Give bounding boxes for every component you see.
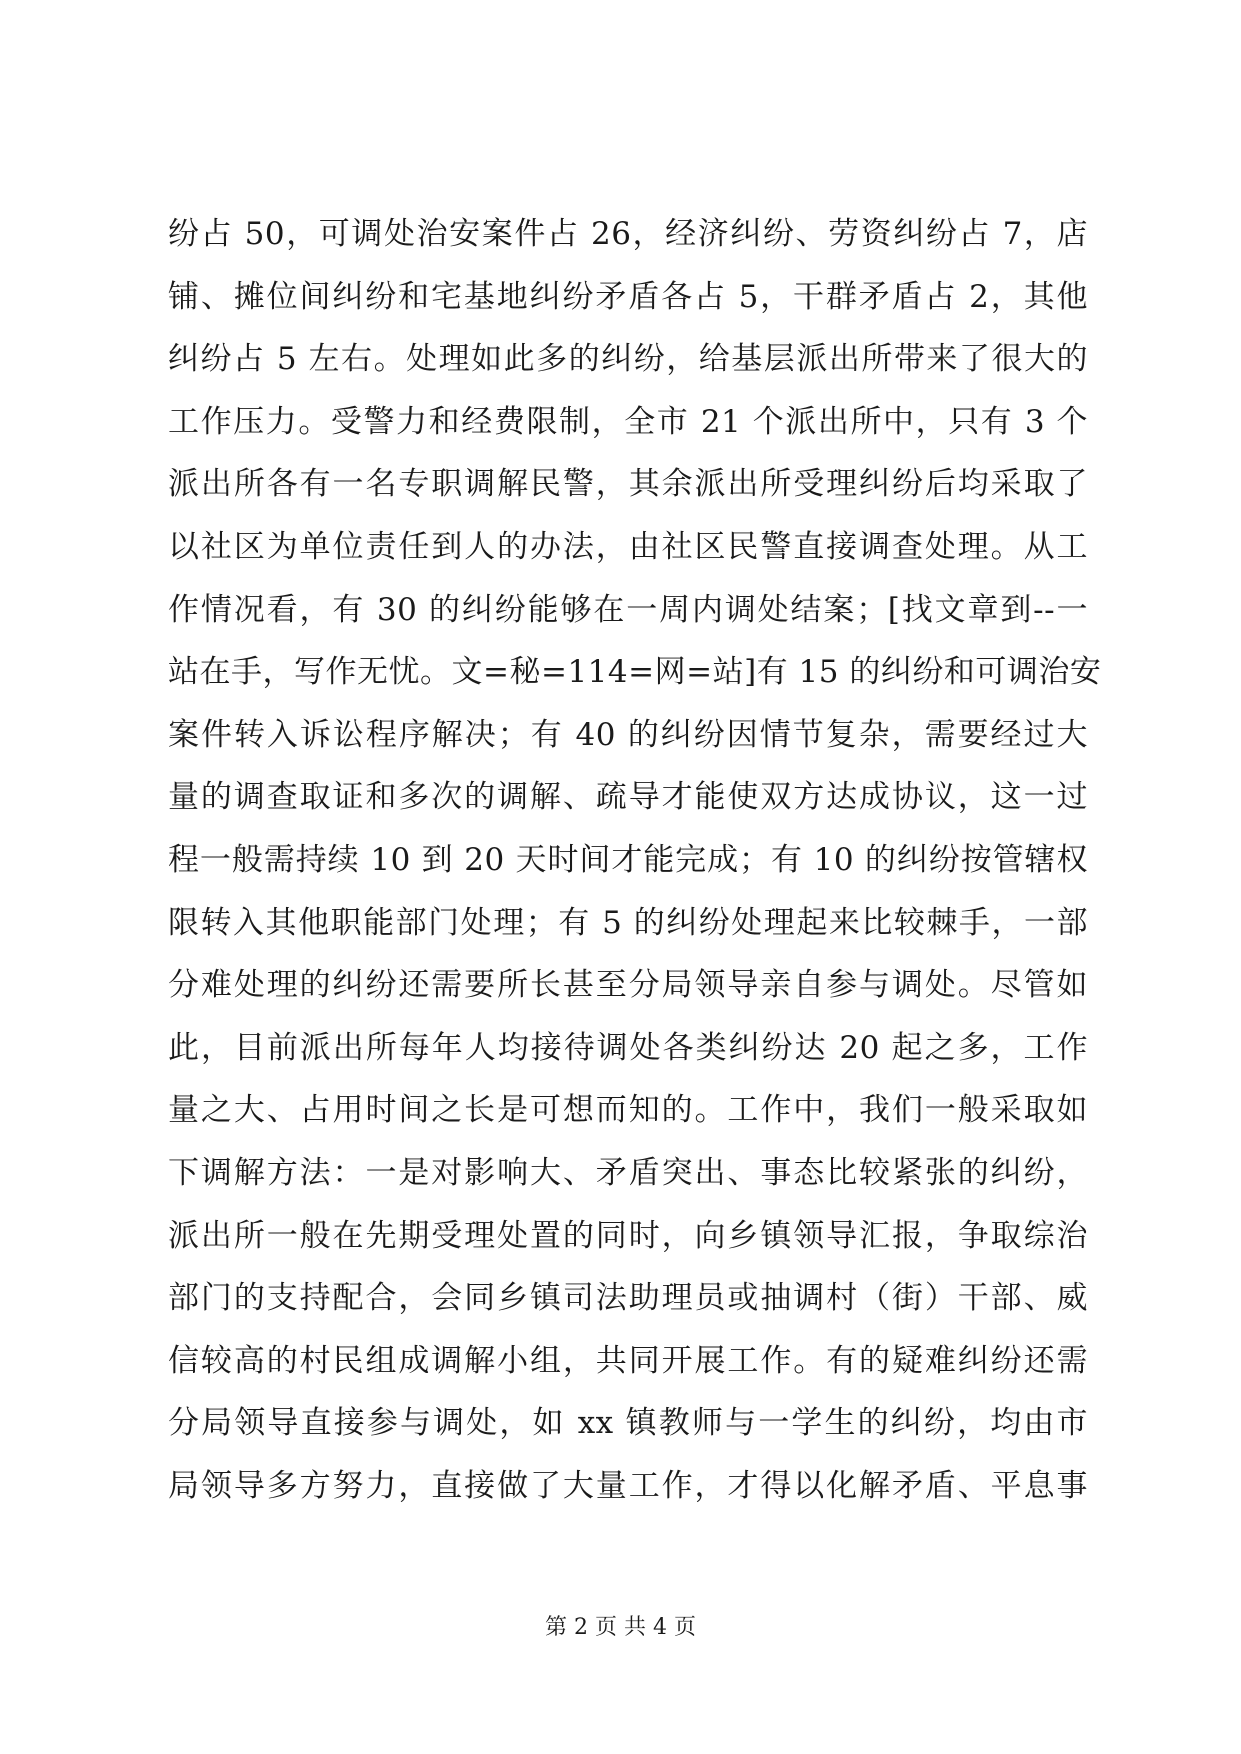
text-line: 铺、摊位间纠纷和宅基地纠纷矛盾各占 5，干群矛盾占 2，其他 [168, 278, 1088, 315]
text-line: 作情况看，有 30 的纠纷能够在一周内调处结案；[找文章到--一 [168, 591, 1088, 628]
page-number-footer: 第 2 页 共 4 页 [545, 1615, 696, 1640]
text-line: 派出所各有一名专职调解民警，其余派出所受理纠纷后均采取了 [168, 466, 1088, 503]
text-line: 工作压力。受警力和经费限制，全市 21 个派出所中，只有 3 个 [168, 403, 1088, 440]
text-line: 分局领导直接参与调处，如 xx 镇教师与一学生的纠纷，均由市 [168, 1405, 1088, 1442]
text-line: 程一般需持续 10 到 20 天时间才能完成；有 10 的纠纷按管辖权 [168, 841, 1088, 878]
text-line: 纠纷占 5 左右。处理如此多的纠纷，给基层派出所带来了很大的 [168, 341, 1088, 378]
text-line: 限转入其他职能部门处理；有 5 的纠纷处理起来比较棘手，一部 [168, 904, 1088, 941]
text-line: 案件转入诉讼程序解决；有 40 的纠纷因情节复杂，需要经过大 [168, 716, 1088, 753]
text-line: 此，目前派出所每年人均接待调处各类纠纷达 20 起之多，工作 [168, 1029, 1088, 1066]
text-line: 分难处理的纠纷还需要所长甚至分局领导亲自参与调处。尽管如 [168, 967, 1088, 1004]
text-line: 局领导多方努力，直接做了大量工作，才得以化解矛盾、平息事 [168, 1467, 1088, 1504]
text-line: 纷占 50，可调处治安案件占 26，经济纠纷、劳资纠纷占 7，店 [168, 216, 1088, 252]
text-line: 信较高的村民组成调解小组，共同开展工作。有的疑难纠纷还需 [168, 1342, 1088, 1379]
text-line: 量之大、占用时间之长是可想而知的。工作中，我们一般采取如 [168, 1092, 1088, 1129]
text-line: 下调解方法：一是对影响大、矛盾突出、事态比较紧张的纠纷， [168, 1154, 1088, 1191]
text-line: 以社区为单位责任到人的办法，由社区民警直接调查处理。从工 [168, 528, 1088, 565]
text-line: 站在手，写作无忧。文=秘=114=网=站]有 15 的纠纷和可调治安 [168, 654, 1102, 691]
text-line: 派出所一般在先期受理处置的同时，向乡镇领导汇报，争取综治 [168, 1217, 1088, 1254]
text-line: 部门的支持配合，会同乡镇司法助理员或抽调村（街）干部、威 [168, 1280, 1088, 1317]
text-line: 量的调查取证和多次的调解、疏导才能使双方达成协议，这一过 [168, 779, 1088, 816]
body-text [168, 203, 1102, 1517]
